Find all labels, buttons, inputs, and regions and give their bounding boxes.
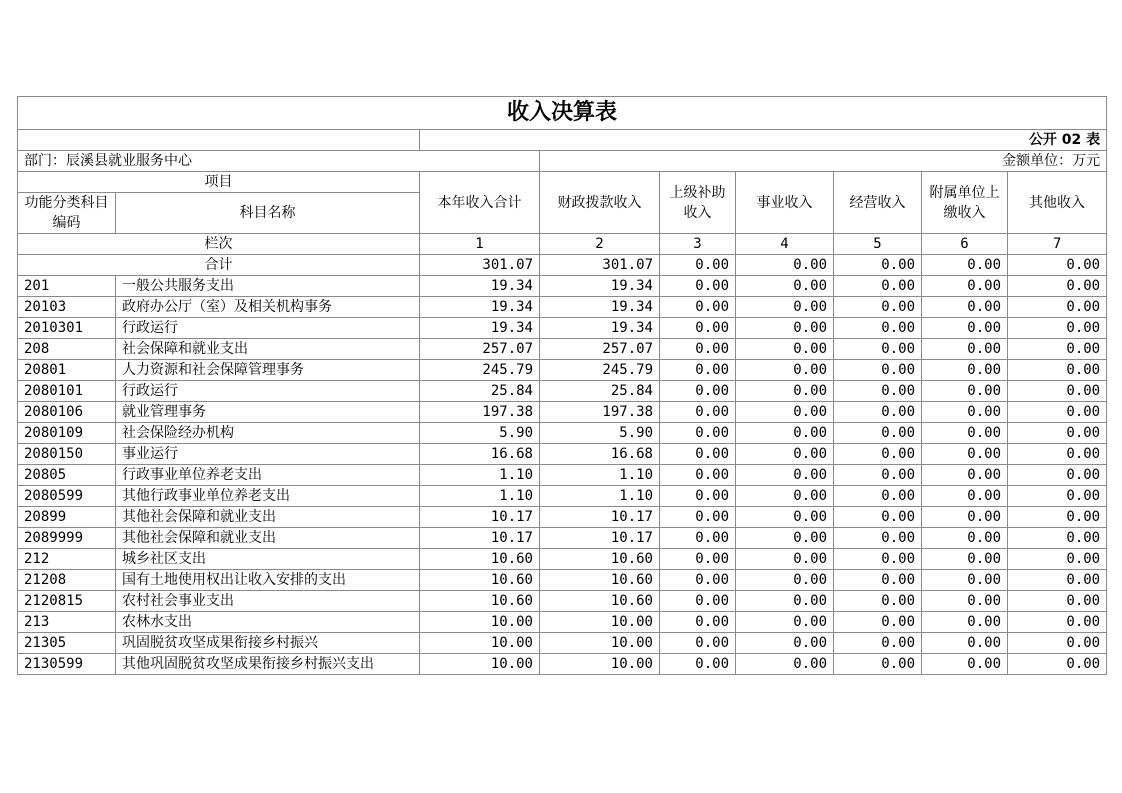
row-value: 5.90 (420, 423, 540, 444)
row-value: 0.00 (922, 339, 1008, 360)
row-value: 0.00 (922, 297, 1008, 318)
row-value: 10.17 (540, 507, 660, 528)
row-value: 0.00 (922, 528, 1008, 549)
row-value: 0.00 (736, 528, 834, 549)
row-value: 0.00 (736, 381, 834, 402)
row-value: 0.00 (1008, 339, 1107, 360)
row-value: 257.07 (420, 339, 540, 360)
row-value: 257.07 (540, 339, 660, 360)
row-value: 10.00 (420, 633, 540, 654)
row-code: 2080150 (18, 444, 116, 465)
row-value: 0.00 (660, 423, 736, 444)
row-name: 其他社会保障和就业支出 (116, 528, 420, 549)
row-code: 2130599 (18, 654, 116, 675)
row-value: 0.00 (660, 486, 736, 507)
row-value: 0.00 (922, 423, 1008, 444)
row-value: 1.10 (540, 465, 660, 486)
row-value: 0.00 (922, 633, 1008, 654)
table-row (18, 423, 1107, 444)
table-row (18, 549, 1107, 570)
row-value: 0.00 (922, 570, 1008, 591)
row-value: 0.00 (1008, 276, 1107, 297)
row-value: 0.00 (1008, 528, 1107, 549)
sum-value: 301.07 (420, 255, 540, 276)
row-name: 农林水支出 (116, 612, 420, 633)
row-value: 0.00 (736, 549, 834, 570)
row-value: 0.00 (736, 276, 834, 297)
row-value: 0.00 (834, 549, 922, 570)
row-name: 巩固脱贫攻坚成果衔接乡村振兴 (116, 633, 420, 654)
row-value: 0.00 (660, 276, 736, 297)
row-value: 0.00 (1008, 297, 1107, 318)
business-header: 事业收入 (736, 172, 834, 234)
operating-header: 经营收入 (834, 172, 922, 234)
row-value: 0.00 (1008, 570, 1107, 591)
row-code: 2080106 (18, 402, 116, 423)
row-value: 0.00 (660, 633, 736, 654)
row-value: 10.60 (540, 549, 660, 570)
row-value: 16.68 (540, 444, 660, 465)
total-header: 本年收入合计 (420, 172, 540, 234)
row-code: 2080109 (18, 423, 116, 444)
superior-header: 上级补助收入 (660, 172, 736, 234)
table-row (18, 465, 1107, 486)
row-name: 就业管理事务 (116, 402, 420, 423)
row-value: 5.90 (540, 423, 660, 444)
row-code: 2120815 (18, 591, 116, 612)
row-value: 0.00 (660, 591, 736, 612)
row-value: 0.00 (1008, 654, 1107, 675)
row-code: 2080101 (18, 381, 116, 402)
row-name: 国有土地使用权出让收入安排的支出 (116, 570, 420, 591)
row-value: 0.00 (736, 486, 834, 507)
row-value: 0.00 (660, 339, 736, 360)
row-value: 19.34 (420, 276, 540, 297)
row-value: 0.00 (834, 591, 922, 612)
affiliate-header: 附属单位上缴收入 (922, 172, 1008, 234)
row-value: 10.00 (540, 612, 660, 633)
row-value: 10.60 (420, 549, 540, 570)
row-value: 0.00 (834, 318, 922, 339)
row-name: 城乡社区支出 (116, 549, 420, 570)
row-value: 0.00 (1008, 486, 1107, 507)
row-name: 人力资源和社会保障管理事务 (116, 360, 420, 381)
row-value: 245.79 (420, 360, 540, 381)
row-name: 一般公共服务支出 (116, 276, 420, 297)
row-value: 0.00 (922, 654, 1008, 675)
row-code: 201 (18, 276, 116, 297)
row-value: 0.00 (1008, 591, 1107, 612)
row-value: 0.00 (1008, 402, 1107, 423)
row-value: 0.00 (834, 339, 922, 360)
sum-value: 301.07 (540, 255, 660, 276)
col-num: 6 (922, 234, 1008, 255)
col-num: 2 (540, 234, 660, 255)
row-value: 25.84 (540, 381, 660, 402)
row-value: 0.00 (834, 276, 922, 297)
row-name: 其他巩固脱贫攻坚成果衔接乡村振兴支出 (116, 654, 420, 675)
table-row (18, 444, 1107, 465)
income-statement-sheet (17, 96, 1106, 675)
sum-value: 0.00 (834, 255, 922, 276)
row-value: 0.00 (660, 318, 736, 339)
row-value: 0.00 (736, 633, 834, 654)
page-title: 收入决算表 (18, 97, 1107, 130)
row-value: 0.00 (736, 423, 834, 444)
row-value: 0.00 (1008, 612, 1107, 633)
table-row (18, 507, 1107, 528)
row-name: 行政事业单位养老支出 (116, 465, 420, 486)
row-value: 0.00 (736, 507, 834, 528)
row-value: 0.00 (922, 486, 1008, 507)
row-value: 0.00 (660, 528, 736, 549)
row-value: 0.00 (922, 549, 1008, 570)
row-value: 0.00 (660, 549, 736, 570)
row-value: 245.79 (540, 360, 660, 381)
row-value: 197.38 (420, 402, 540, 423)
row-value: 10.00 (540, 654, 660, 675)
row-code: 213 (18, 612, 116, 633)
sum-value: 0.00 (1008, 255, 1107, 276)
other-header: 其他收入 (1008, 172, 1107, 234)
row-value: 0.00 (736, 654, 834, 675)
row-value: 0.00 (660, 381, 736, 402)
row-name: 行政运行 (116, 381, 420, 402)
row-name: 其他行政事业单位养老支出 (116, 486, 420, 507)
row-value: 0.00 (1008, 633, 1107, 654)
row-value: 0.00 (660, 654, 736, 675)
row-value: 0.00 (834, 423, 922, 444)
row-value: 10.60 (540, 570, 660, 591)
table-row (18, 360, 1107, 381)
row-value: 0.00 (922, 465, 1008, 486)
row-value: 19.34 (420, 297, 540, 318)
table-row (18, 402, 1107, 423)
row-value: 0.00 (922, 444, 1008, 465)
row-value: 1.10 (420, 486, 540, 507)
col-num: 1 (420, 234, 540, 255)
row-value: 16.68 (420, 444, 540, 465)
table-row (18, 570, 1107, 591)
row-value: 0.00 (834, 528, 922, 549)
row-value: 0.00 (736, 360, 834, 381)
row-value: 10.00 (540, 633, 660, 654)
row-value: 0.00 (736, 297, 834, 318)
row-value: 0.00 (1008, 507, 1107, 528)
col-num: 7 (1008, 234, 1107, 255)
row-value: 0.00 (1008, 423, 1107, 444)
row-value: 19.34 (420, 318, 540, 339)
row-name: 行政运行 (116, 318, 420, 339)
item-header: 项目 (18, 172, 420, 193)
row-code: 2080599 (18, 486, 116, 507)
row-value: 0.00 (834, 360, 922, 381)
row-value: 0.00 (660, 612, 736, 633)
row-value: 0.00 (834, 381, 922, 402)
table-row (18, 528, 1107, 549)
row-code: 20805 (18, 465, 116, 486)
row-value: 0.00 (834, 486, 922, 507)
table-row (18, 591, 1107, 612)
row-value: 0.00 (922, 402, 1008, 423)
row-value: 0.00 (736, 444, 834, 465)
table-row (18, 318, 1107, 339)
row-value: 19.34 (540, 318, 660, 339)
column-number-row (18, 234, 1107, 255)
row-value: 0.00 (922, 276, 1008, 297)
row-value: 10.60 (540, 591, 660, 612)
row-value: 0.00 (736, 339, 834, 360)
row-name: 其他社会保障和就业支出 (116, 507, 420, 528)
row-value: 1.10 (420, 465, 540, 486)
row-value: 10.60 (420, 591, 540, 612)
row-value: 0.00 (736, 612, 834, 633)
row-name: 社会保障和就业支出 (116, 339, 420, 360)
row-code: 208 (18, 339, 116, 360)
row-value: 0.00 (834, 570, 922, 591)
row-value: 10.17 (420, 507, 540, 528)
row-value: 0.00 (660, 570, 736, 591)
row-value: 0.00 (834, 633, 922, 654)
row-value: 0.00 (922, 318, 1008, 339)
row-value: 19.34 (540, 276, 660, 297)
row-value: 0.00 (660, 360, 736, 381)
table-row (18, 276, 1107, 297)
row-value: 10.17 (540, 528, 660, 549)
row-value: 0.00 (1008, 381, 1107, 402)
row-value: 25.84 (420, 381, 540, 402)
row-value: 0.00 (660, 465, 736, 486)
row-value: 197.38 (540, 402, 660, 423)
row-value: 0.00 (834, 507, 922, 528)
row-name: 政府办公厅（室）及相关机构事务 (116, 297, 420, 318)
row-value: 0.00 (834, 444, 922, 465)
blank-cell (18, 130, 420, 151)
row-code: 20801 (18, 360, 116, 381)
row-value: 0.00 (922, 381, 1008, 402)
table-row (18, 339, 1107, 360)
row-value: 0.00 (660, 297, 736, 318)
row-value: 0.00 (1008, 444, 1107, 465)
department-label: 部门：辰溪县就业服务中心 (18, 151, 540, 172)
row-value: 0.00 (922, 507, 1008, 528)
row-code: 21305 (18, 633, 116, 654)
row-value: 0.00 (1008, 360, 1107, 381)
sum-value: 0.00 (660, 255, 736, 276)
row-code: 20103 (18, 297, 116, 318)
col-num: 4 (736, 234, 834, 255)
table-row (18, 633, 1107, 654)
col-num: 3 (660, 234, 736, 255)
sum-value: 0.00 (736, 255, 834, 276)
fiscal-header: 财政拨款收入 (540, 172, 660, 234)
row-value: 10.00 (420, 654, 540, 675)
row-code: 20899 (18, 507, 116, 528)
table-row (18, 297, 1107, 318)
row-value: 0.00 (922, 591, 1008, 612)
table-row (18, 486, 1107, 507)
form-number: 公开 02 表 (420, 130, 1107, 151)
row-value: 0.00 (834, 612, 922, 633)
column-label: 栏次 (18, 234, 420, 255)
row-value: 0.00 (660, 507, 736, 528)
row-value: 10.17 (420, 528, 540, 549)
row-value: 0.00 (1008, 465, 1107, 486)
row-value: 19.34 (540, 297, 660, 318)
income-table (17, 96, 1107, 675)
row-value: 1.10 (540, 486, 660, 507)
row-value: 0.00 (736, 591, 834, 612)
row-name: 社会保险经办机构 (116, 423, 420, 444)
row-code: 21208 (18, 570, 116, 591)
table-row (18, 612, 1107, 633)
table-row (18, 381, 1107, 402)
row-value: 10.60 (420, 570, 540, 591)
row-value: 0.00 (1008, 318, 1107, 339)
row-value: 0.00 (834, 297, 922, 318)
row-code: 2089999 (18, 528, 116, 549)
row-value: 0.00 (834, 654, 922, 675)
row-value: 0.00 (660, 444, 736, 465)
sum-row (18, 255, 1107, 276)
row-value: 0.00 (736, 402, 834, 423)
row-name: 农村社会事业支出 (116, 591, 420, 612)
row-value: 0.00 (1008, 549, 1107, 570)
row-value: 0.00 (922, 360, 1008, 381)
name-header: 科目名称 (116, 193, 420, 234)
row-name: 事业运行 (116, 444, 420, 465)
row-value: 0.00 (660, 402, 736, 423)
col-num: 5 (834, 234, 922, 255)
code-header: 功能分类科目编码 (18, 193, 116, 234)
sum-label: 合计 (18, 255, 420, 276)
row-code: 2010301 (18, 318, 116, 339)
sum-value: 0.00 (922, 255, 1008, 276)
row-value: 0.00 (834, 402, 922, 423)
row-value: 0.00 (736, 465, 834, 486)
row-code: 212 (18, 549, 116, 570)
row-value: 10.00 (420, 612, 540, 633)
unit-label: 金额单位：万元 (540, 151, 1107, 172)
row-value: 0.00 (922, 612, 1008, 633)
row-value: 0.00 (834, 465, 922, 486)
row-value: 0.00 (736, 570, 834, 591)
row-value: 0.00 (736, 318, 834, 339)
table-row (18, 654, 1107, 675)
